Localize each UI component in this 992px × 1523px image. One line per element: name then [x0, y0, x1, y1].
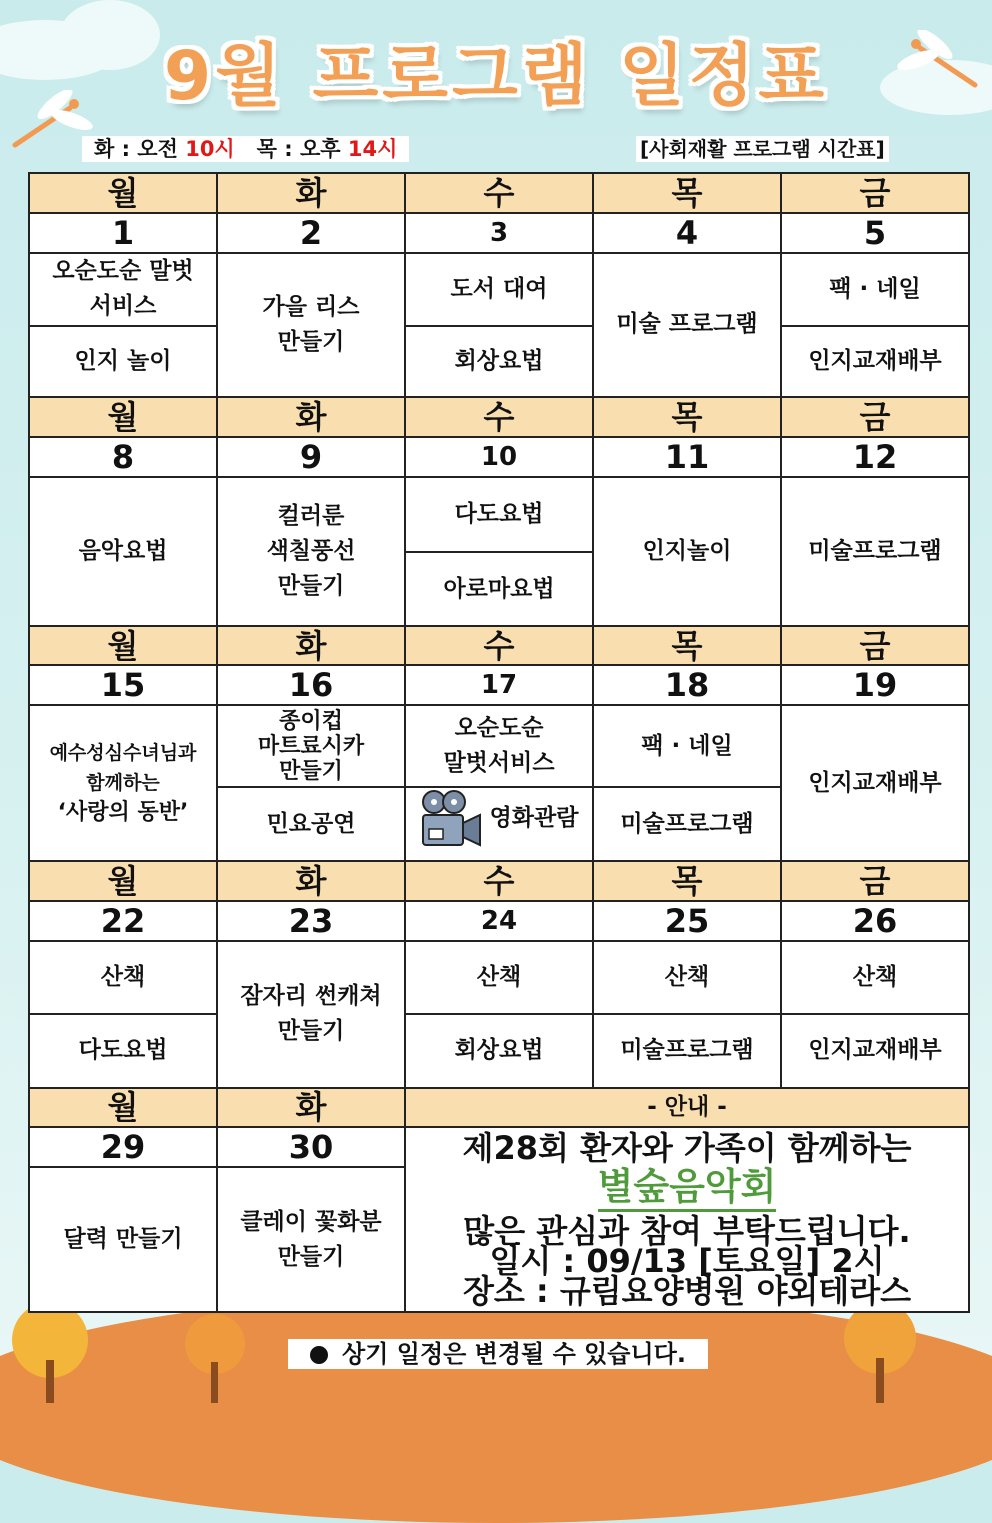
date-row	[29, 901, 969, 941]
day-header: 월	[29, 173, 217, 213]
activity-line: 마트료시카	[257, 733, 365, 759]
activity-cell: 팩 · 네일	[593, 705, 781, 787]
activity-row	[29, 477, 969, 552]
autumn-tree-icon	[820, 1300, 940, 1403]
day-header: 월	[29, 626, 217, 666]
notice-header: - 안내 -	[405, 1088, 969, 1128]
day-header-row	[29, 626, 969, 666]
date-row	[29, 1127, 969, 1167]
activity-line: 클레이 꽃화분	[240, 1208, 382, 1235]
date-cell: 25	[593, 901, 781, 941]
activity-cell: 인지 놀이	[29, 326, 217, 397]
activity-cell: 아로마요법	[405, 552, 593, 625]
activity-cell	[29, 253, 217, 326]
notice-line: 장소 : 규림요양병원 야외테라스	[462, 1272, 912, 1311]
activity-line: ‘사랑의 동반’	[57, 800, 189, 826]
date-cell: 29	[29, 1127, 217, 1167]
activity-cell: 다도요법	[405, 477, 593, 552]
activity-line: 가을 리스	[262, 293, 360, 320]
day-header: 화	[217, 861, 405, 901]
day-header: 화	[217, 397, 405, 437]
activity-cell: 산책	[29, 941, 217, 1014]
notice-box	[405, 1127, 969, 1312]
bullet-icon	[310, 1346, 328, 1364]
day-header: 수	[405, 861, 593, 901]
day-header: 월	[29, 397, 217, 437]
activity-cell: 인지놀이	[593, 477, 781, 626]
day-header: 화	[217, 1088, 405, 1128]
activity-row	[29, 326, 969, 397]
notice-line: 많은 관심과 참여 부탁드립니다.	[463, 1212, 911, 1251]
date-cell: 10	[405, 437, 593, 477]
date-cell: 17	[405, 665, 593, 705]
activity-line: 예수성심수녀님과	[49, 742, 197, 765]
date-row	[29, 437, 969, 477]
activity-cell: 산책	[781, 941, 969, 1014]
autumn-tree-icon	[170, 1312, 260, 1403]
activity-cell	[217, 705, 405, 787]
autumn-tree-icon	[0, 1300, 120, 1403]
date-cell: 16	[217, 665, 405, 705]
activity-line: 말벗서비스	[443, 750, 555, 777]
day-header: 금	[781, 861, 969, 901]
day-header: 목	[593, 397, 781, 437]
thu-time-value: 14시	[347, 137, 398, 161]
date-cell: 24	[405, 901, 593, 941]
footer-note	[288, 1339, 708, 1369]
day-header-row	[29, 397, 969, 437]
activity-cell	[217, 253, 405, 398]
date-cell: 19	[781, 665, 969, 705]
activity-line: 만들기	[277, 1243, 345, 1270]
date-cell: 26	[781, 901, 969, 941]
date-cell: 9	[217, 437, 405, 477]
activity-cell: 미술프로그램	[593, 787, 781, 861]
day-header: 목	[593, 173, 781, 213]
activity-cell: 인지교재배부	[781, 326, 969, 397]
activity-line: 함께하는	[86, 772, 160, 795]
day-header: 목	[593, 626, 781, 666]
activity-cell: 회상요법	[405, 326, 593, 397]
date-cell: 8	[29, 437, 217, 477]
day-header: 화	[217, 626, 405, 666]
activity-line: 만들기	[279, 758, 343, 784]
activity-cell	[405, 705, 593, 787]
day-header: 수	[405, 626, 593, 666]
activity-cell: 팩 · 네일	[781, 253, 969, 326]
thu-time-label: 목 : 오후	[256, 137, 348, 161]
activity-cell: 민요공연	[217, 787, 405, 861]
day-header: 화	[217, 173, 405, 213]
date-cell: 4	[593, 213, 781, 253]
page-title: 9월 프로그램 일정표	[163, 37, 829, 116]
activity-cell: 산책	[593, 941, 781, 1014]
footer-text: 상기 일정은 변경될 수 있습니다.	[342, 1340, 686, 1368]
activity-row	[29, 253, 969, 326]
activity-line: 만들기	[277, 1018, 345, 1045]
activity-line: 서비스	[89, 293, 157, 320]
schedule-time-info	[82, 136, 409, 162]
day-header-row	[29, 861, 969, 901]
movie-activity	[420, 789, 579, 849]
date-cell: 12	[781, 437, 969, 477]
activity-cell	[405, 787, 593, 861]
day-header: 수	[405, 173, 593, 213]
activity-line: 색칠풍선	[266, 537, 356, 564]
calendar-table	[28, 172, 970, 1313]
activity-cell: 산책	[405, 941, 593, 1014]
activity-line: 만들기	[277, 328, 345, 355]
day-header: 월	[29, 1088, 217, 1128]
activity-cell: 회상요법	[405, 1014, 593, 1087]
activity-cell: 도서 대여	[405, 253, 593, 326]
day-header: 금	[781, 397, 969, 437]
program-table-label: [사회재활 프로그램 시간표]	[636, 136, 889, 162]
activity-line: 영화관람	[489, 805, 579, 832]
date-row	[29, 213, 969, 253]
date-cell: 3	[405, 213, 593, 253]
event-title: 별숲음악회	[598, 1165, 777, 1212]
activity-cell: 인지교재배부	[781, 1014, 969, 1087]
date-cell: 2	[217, 213, 405, 253]
activity-line: 종이컵	[279, 708, 343, 734]
activity-cell	[217, 1167, 405, 1312]
day-header: 금	[781, 626, 969, 666]
day-header: 목	[593, 861, 781, 901]
activity-line: 컬러룬	[277, 502, 345, 529]
activity-line: 오순도순 말벗	[52, 258, 194, 285]
activity-cell	[217, 477, 405, 626]
activity-line: 만들기	[277, 572, 345, 599]
activity-cell: 인지교재배부	[781, 705, 969, 861]
activity-cell: 다도요법	[29, 1014, 217, 1087]
activity-cell	[29, 705, 217, 861]
activity-cell: 미술프로그램	[593, 1014, 781, 1087]
activity-line: 잠자리 썬캐쳐	[240, 983, 382, 1010]
day-header: 월	[29, 861, 217, 901]
date-cell: 22	[29, 901, 217, 941]
activity-cell: 음악요법	[29, 477, 217, 626]
date-cell: 11	[593, 437, 781, 477]
activity-line: 오순도순	[454, 715, 544, 742]
notice-line: 제28회 환자와 가족이 함께하는	[462, 1129, 912, 1168]
tue-time-value: 10시	[185, 137, 235, 161]
day-header-row	[29, 173, 969, 213]
date-cell: 1	[29, 213, 217, 253]
activity-row	[29, 1014, 969, 1087]
activity-cell: 달력 만들기	[29, 1167, 217, 1312]
date-cell: 18	[593, 665, 781, 705]
tue-time-label: 화 : 오전	[94, 137, 186, 161]
date-cell: 5	[781, 213, 969, 253]
activity-cell: 미술 프로그램	[593, 253, 781, 398]
activity-cell	[217, 941, 405, 1088]
date-row	[29, 665, 969, 705]
day-header: 금	[781, 173, 969, 213]
date-cell: 15	[29, 665, 217, 705]
date-cell: 23	[217, 901, 405, 941]
notice-line: 일시 : 09/13 [토요일] 2시	[489, 1242, 885, 1281]
activity-cell: 미술프로그램	[781, 477, 969, 626]
activity-row	[29, 705, 969, 787]
day-header: 수	[405, 397, 593, 437]
day-header-row	[29, 1088, 969, 1128]
movie-camera-icon	[420, 789, 482, 849]
date-cell: 30	[217, 1127, 405, 1167]
activity-row	[29, 941, 969, 1014]
